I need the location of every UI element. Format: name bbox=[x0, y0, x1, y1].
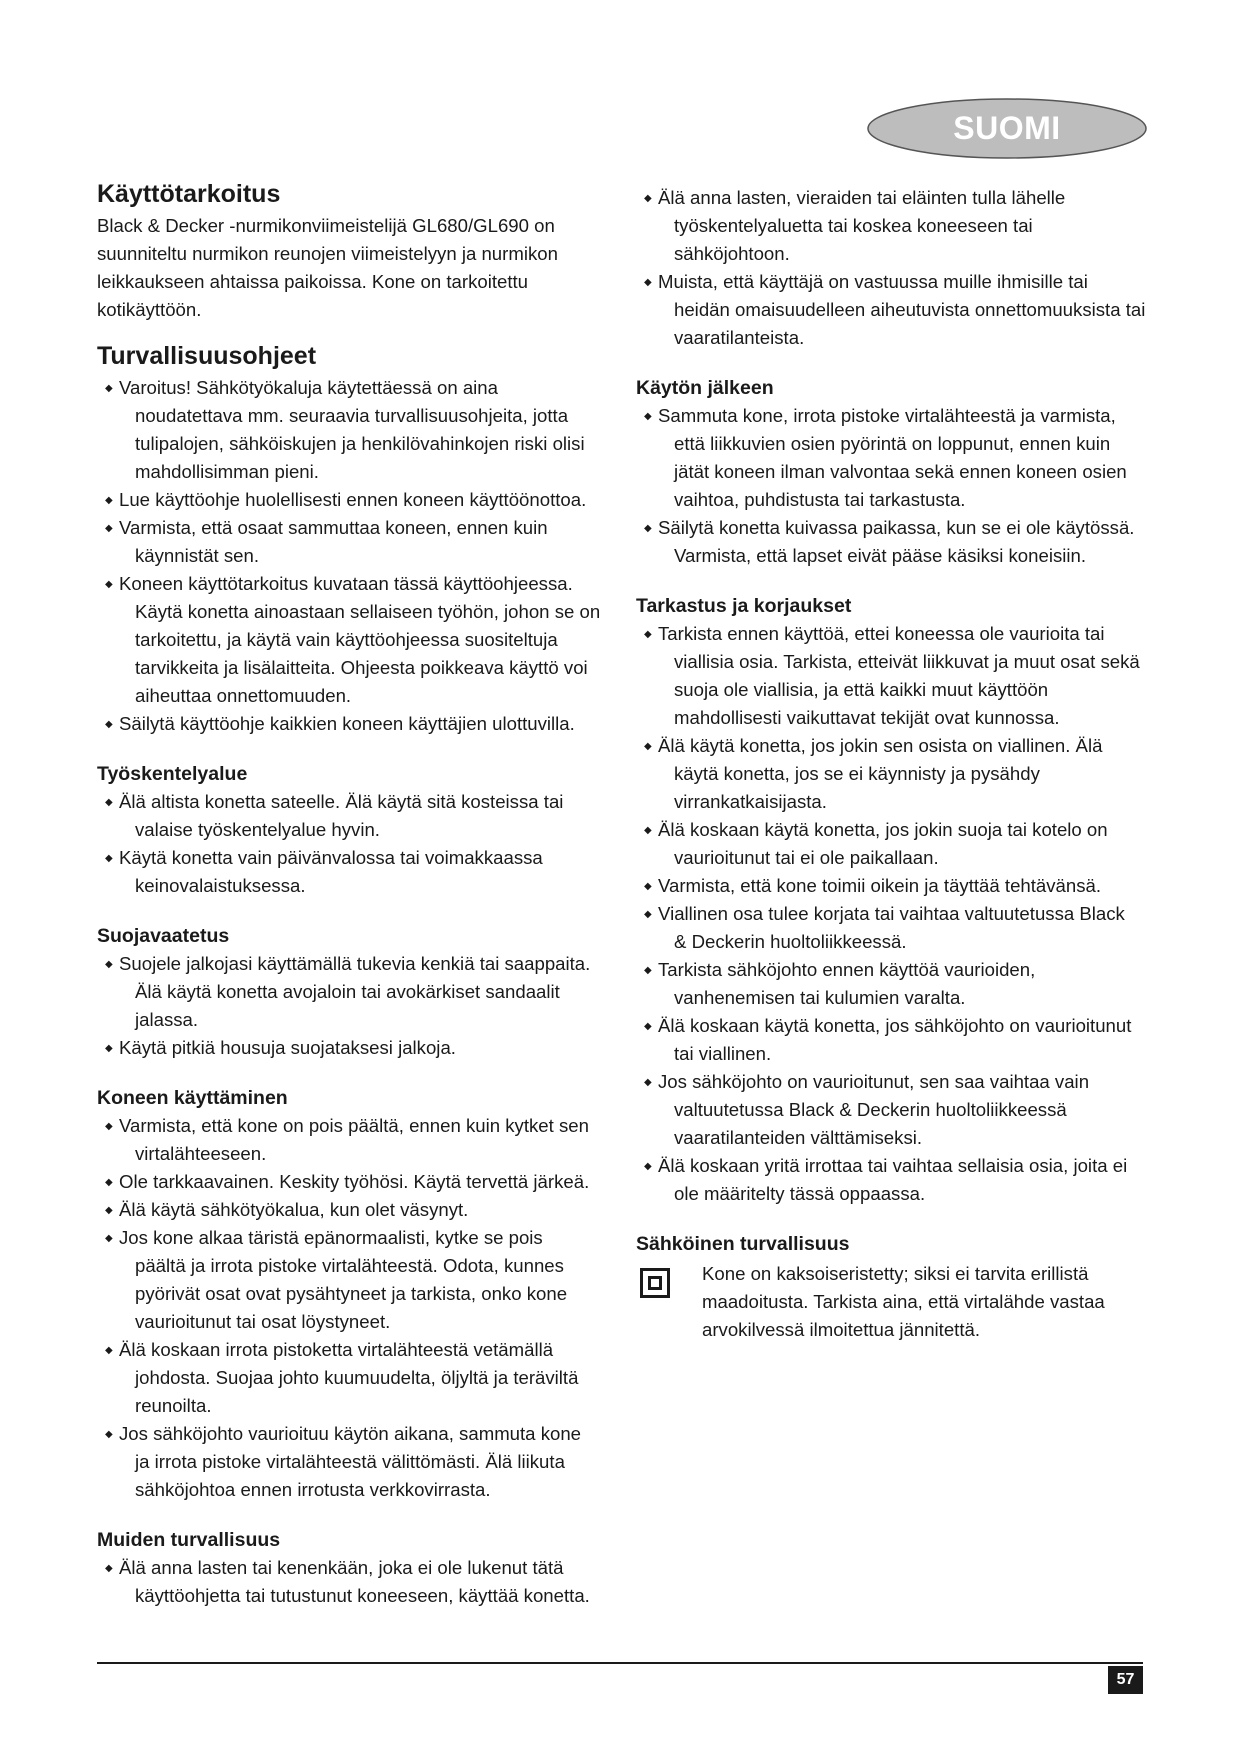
item-line: ◆ Viallinen osa tulee korjata tai vaihtaa valtuutetussa Black bbox=[658, 903, 1125, 924]
list-item bbox=[636, 1012, 1156, 1068]
list-item bbox=[636, 1152, 1156, 1208]
footer-rule bbox=[97, 1662, 1143, 1664]
item-line: että liikkuvien osien pyörintä on loppunut, ennen kuin bbox=[674, 433, 1111, 454]
item-line: käytä konetta, jos se ei käynnisty ja pysähdy bbox=[674, 763, 1040, 784]
inspection-list bbox=[636, 620, 1156, 1208]
after-use-list bbox=[636, 402, 1156, 570]
item-line: valtuutetussa Black & Deckerin huoltoliikkeessä bbox=[674, 1099, 1067, 1120]
page-number: 57 bbox=[1108, 1666, 1143, 1694]
item-line: ◆ Jos kone alkaa täristä epänormaalisti, kytke se pois bbox=[119, 1227, 543, 1248]
item-line: Älä käytä konetta avojaloin tai avokärkiset sandaalit bbox=[135, 981, 560, 1002]
item-line: mahdollisesti vaikuttavat tekijät ovat kunnossa. bbox=[674, 707, 1060, 728]
list-item bbox=[636, 402, 1156, 514]
item-line: & Deckerin huoltoliikkeessä. bbox=[674, 931, 907, 952]
list-item bbox=[636, 956, 1156, 1012]
electrical-line: maadoitusta. Tarkista aina, että virtalähde vastaa bbox=[702, 1291, 1105, 1312]
electrical-block bbox=[636, 1260, 1156, 1344]
item-line: reunoilta. bbox=[135, 1395, 212, 1416]
item-line: ◆ Suojele jalkojasi käyttämällä tukevia kenkiä tai saappaita. bbox=[119, 953, 591, 974]
operation-section bbox=[97, 1084, 617, 1504]
item-line: ◆ Älä koskaan irrota pistoketta virtalähteestä vetämällä bbox=[119, 1339, 554, 1360]
item-line: virrankatkaisijasta. bbox=[674, 791, 827, 812]
item-line: jalassa. bbox=[135, 1009, 199, 1030]
item-line: johdosta. Suojaa johto kuumuudelta, öljyltä ja teräviltä bbox=[135, 1367, 579, 1388]
list-item bbox=[97, 1034, 617, 1062]
list-item bbox=[636, 872, 1156, 900]
list-item bbox=[97, 788, 617, 844]
intro-title: Käyttötarkoitus bbox=[97, 180, 281, 208]
item-line: ◆ Säilytä konetta kuivassa paikassa, kun se ei ole käytössä. bbox=[658, 517, 1135, 538]
list-item bbox=[97, 950, 617, 1034]
list-item bbox=[636, 1068, 1156, 1152]
item-line: valaise työskentelyalue hyvin. bbox=[135, 819, 380, 840]
continued-section bbox=[636, 184, 1156, 352]
list-item bbox=[636, 732, 1156, 816]
continued-list bbox=[636, 184, 1156, 352]
item-line: ◆ Älä anna lasten tai kenenkään, joka ei ole lukenut tätä bbox=[119, 1557, 564, 1578]
item-line: käynnistät sen. bbox=[135, 545, 260, 566]
item-line: ◆ Sammuta kone, irrota pistoke virtalähteestä ja varmista, bbox=[658, 405, 1116, 426]
right-column bbox=[636, 184, 1156, 1344]
item-line: tarvikkeita ja lisälaitteita. Ohjeesta poikkeava käyttö voi bbox=[135, 657, 588, 678]
item-line: viallisia osia. Tarkista, etteivät liikkuvat ja muut osat sekä bbox=[674, 651, 1140, 672]
list-item bbox=[97, 1196, 617, 1224]
inspection-section bbox=[636, 592, 1156, 1208]
list-item bbox=[97, 1168, 617, 1196]
item-line: päältä ja irrota pistoke virtalähteestä. Odota, kunnes bbox=[135, 1255, 564, 1276]
other-safety-list bbox=[97, 1554, 617, 1610]
section-heading: Tarkastus ja korjaukset bbox=[636, 595, 852, 617]
list-item bbox=[97, 514, 617, 570]
item-line: ◆ Älä käytä konetta, jos jokin sen osista on viallinen. Älä bbox=[658, 735, 1103, 756]
list-item bbox=[97, 374, 617, 486]
item-line: ◆ Koneen käyttötarkoitus kuvataan tässä käyttöohjeessa. bbox=[119, 573, 573, 594]
item-line: ja irrota pistoke virtalähteestä välittömästi. Älä liikuta bbox=[135, 1451, 565, 1472]
section-heading: Käytön jälkeen bbox=[636, 377, 774, 399]
list-item bbox=[97, 1554, 617, 1610]
item-line: vaihtoa, puhdistusta tai tarkastusta. bbox=[674, 489, 966, 510]
item-line: keinovalaistuksessa. bbox=[135, 875, 306, 896]
protective-list bbox=[97, 950, 617, 1062]
item-line: vaaratilanteista. bbox=[674, 327, 805, 348]
intro-line: leikkaukseen ahtaissa paikoissa. Kone on tarkoitettu kotikäyttöön. bbox=[97, 271, 529, 320]
work-area-section bbox=[97, 760, 617, 900]
list-item bbox=[97, 570, 617, 710]
electrical-text bbox=[702, 1260, 1105, 1344]
item-line: ◆ Älä käytä sähkötyökalua, kun olet väsynyt. bbox=[119, 1199, 469, 1220]
item-line: ◆ Varmista, että kone on pois päältä, ennen kuin kytket sen bbox=[119, 1115, 589, 1136]
list-item bbox=[636, 514, 1156, 570]
item-line: mahdollisimman pieni. bbox=[135, 461, 319, 482]
item-line: sähköjohtoon. bbox=[674, 243, 790, 264]
item-line: ◆ Varoitus! Sähkötyökaluja käytettäessä on aina bbox=[119, 377, 498, 398]
list-item bbox=[636, 268, 1156, 352]
item-line: heidän omaisuudelleen aiheutuvista onnettomuuksista tai bbox=[674, 299, 1146, 320]
section-heading: Koneen käyttäminen bbox=[97, 1087, 288, 1109]
section-heading: Työskentelyalue bbox=[97, 763, 248, 785]
item-line: ◆ Käytä konetta vain päivänvalossa tai voimakkaassa bbox=[119, 847, 543, 868]
item-line: ◆ Älä altista konetta sateelle. Älä käytä sitä kosteissa tai bbox=[119, 791, 564, 812]
item-line: vaurioitunut tai ei ole paikallaan. bbox=[674, 847, 939, 868]
left-column bbox=[97, 178, 617, 1610]
double-insulation-icon bbox=[640, 1268, 670, 1298]
item-line: tai viallinen. bbox=[674, 1043, 772, 1064]
section-heading: Suojavaatetus bbox=[97, 925, 230, 947]
list-item bbox=[636, 816, 1156, 872]
item-line: tulipalojen, sähköiskujen ja henkilövahinkojen riski olisi bbox=[135, 433, 585, 454]
item-line: ◆ Älä koskaan yritä irrottaa tai vaihtaa sellaisia osia, joita ei bbox=[658, 1155, 1128, 1176]
item-line: ◆ Tarkista ennen käyttöä, ettei koneessa ole vaurioita tai bbox=[658, 623, 1105, 644]
safety-list bbox=[97, 374, 617, 738]
work-area-list bbox=[97, 788, 617, 900]
section-heading: Sähköinen turvallisuus bbox=[636, 1233, 850, 1255]
after-use-section bbox=[636, 374, 1156, 570]
other-safety-section bbox=[97, 1526, 617, 1610]
list-item bbox=[97, 1420, 617, 1504]
item-line: ◆ Älä koskaan käytä konetta, jos jokin suoja tai kotelo on bbox=[658, 819, 1108, 840]
electrical-section bbox=[636, 1230, 1156, 1344]
item-line: ◆ Säilytä käyttöohje kaikkien koneen käyttäjien ulottuvilla. bbox=[119, 713, 575, 734]
item-line: suoja ole viallisia, ja että kaikki muut käyttöön bbox=[674, 679, 1049, 700]
item-line: virtalähteeseen. bbox=[135, 1143, 267, 1164]
electrical-line: Kone on kaksoiseristetty; siksi ei tarvita erillistä bbox=[702, 1263, 1089, 1284]
item-line: ole määritelty tässä oppaassa. bbox=[674, 1183, 926, 1204]
item-line: ◆ Tarkista sähköjohto ennen käyttöä vaurioiden, bbox=[658, 959, 1036, 980]
list-item bbox=[636, 620, 1156, 732]
operation-list bbox=[97, 1112, 617, 1504]
intro-line: suunniteltu nurmikon reunojen viimeistelyyn ja nurmikon bbox=[97, 243, 558, 264]
safety-title: Turvallisuusohjeet bbox=[97, 342, 317, 370]
item-line: jätät koneen ilman valvontaa sekä ennen koneen osien bbox=[674, 461, 1127, 482]
item-line: ◆ Älä anna lasten, vieraiden tai eläinten tulla lähelle bbox=[658, 187, 1066, 208]
item-line: pyörivät osat ovat pysähtyneet ja tarkista, onko kone bbox=[135, 1283, 568, 1304]
intro-paragraph bbox=[97, 212, 617, 324]
list-item bbox=[97, 486, 617, 514]
item-line: ◆ Käytä pitkiä housuja suojataksesi jalkoja. bbox=[119, 1037, 456, 1058]
language-tab bbox=[866, 97, 1148, 160]
item-line: ◆ Jos sähköjohto vaurioituu käytön aikana, sammuta kone bbox=[119, 1423, 582, 1444]
list-item bbox=[97, 1336, 617, 1420]
item-line: Käytä konetta ainoastaan sellaiseen työhön, johon se on bbox=[135, 601, 601, 622]
item-line: ◆ Lue käyttöohje huolellisesti ennen koneen käyttöönottoa. bbox=[119, 489, 587, 510]
item-line: vaaratilanteiden välttämiseksi. bbox=[674, 1127, 923, 1148]
section-heading: Muiden turvallisuus bbox=[97, 1529, 281, 1551]
list-item bbox=[97, 710, 617, 738]
item-line: ◆ Jos sähköjohto on vaurioitunut, sen saa vaihtaa vain bbox=[658, 1071, 1090, 1092]
item-line: ◆ Muista, että käyttäjä on vastuussa muille ihmisille tai bbox=[658, 271, 1088, 292]
intro-line: Black & Decker -nurmikonviimeistelijä GL680/GL690 on bbox=[97, 215, 555, 236]
item-line: Varmista, että lapset eivät pääse käsiksi koneisiin. bbox=[674, 545, 1087, 566]
list-item bbox=[97, 844, 617, 900]
item-line: ◆ Varmista, että osaat sammuttaa koneen, ennen kuin bbox=[119, 517, 548, 538]
item-line: tarkoitettu, ja käytä vain käyttöohjeessa suositeltuja bbox=[135, 629, 558, 650]
list-item bbox=[97, 1224, 617, 1336]
item-line: ◆ Älä koskaan käytä konetta, jos sähköjohto on vaurioitunut bbox=[658, 1015, 1132, 1036]
item-line: vanhenemisen tai kulumien varalta. bbox=[674, 987, 966, 1008]
electrical-line: arvokilvessä ilmoitettua jännitettä. bbox=[702, 1319, 981, 1340]
list-item bbox=[636, 184, 1156, 268]
item-line: ◆ Ole tarkkaavainen. Keskity työhösi. Käytä tervettä järkeä. bbox=[119, 1171, 590, 1192]
item-line: vaurioitunut tai osat löystyneet. bbox=[135, 1311, 391, 1332]
list-item bbox=[97, 1112, 617, 1168]
item-line: käyttöohjetta tai tutustunut koneeseen, käyttää konetta. bbox=[135, 1585, 590, 1606]
item-line: ◆ Varmista, että kone toimii oikein ja täyttää tehtävänsä. bbox=[658, 875, 1102, 896]
item-line: työskentelyaluetta tai koskea koneeseen tai bbox=[674, 215, 1033, 236]
item-line: aiheuttaa onnettomuuden. bbox=[135, 685, 352, 706]
item-line: sähköjohtoa ennen irrotusta verkkovirrasta. bbox=[135, 1479, 491, 1500]
protective-section bbox=[97, 922, 617, 1062]
language-label: SUOMI bbox=[953, 110, 1061, 146]
list-item bbox=[636, 900, 1156, 956]
double-insulation-inner-square bbox=[648, 1276, 662, 1290]
item-line: noudatettava mm. seuraavia turvallisuusohjeita, jotta bbox=[135, 405, 569, 426]
